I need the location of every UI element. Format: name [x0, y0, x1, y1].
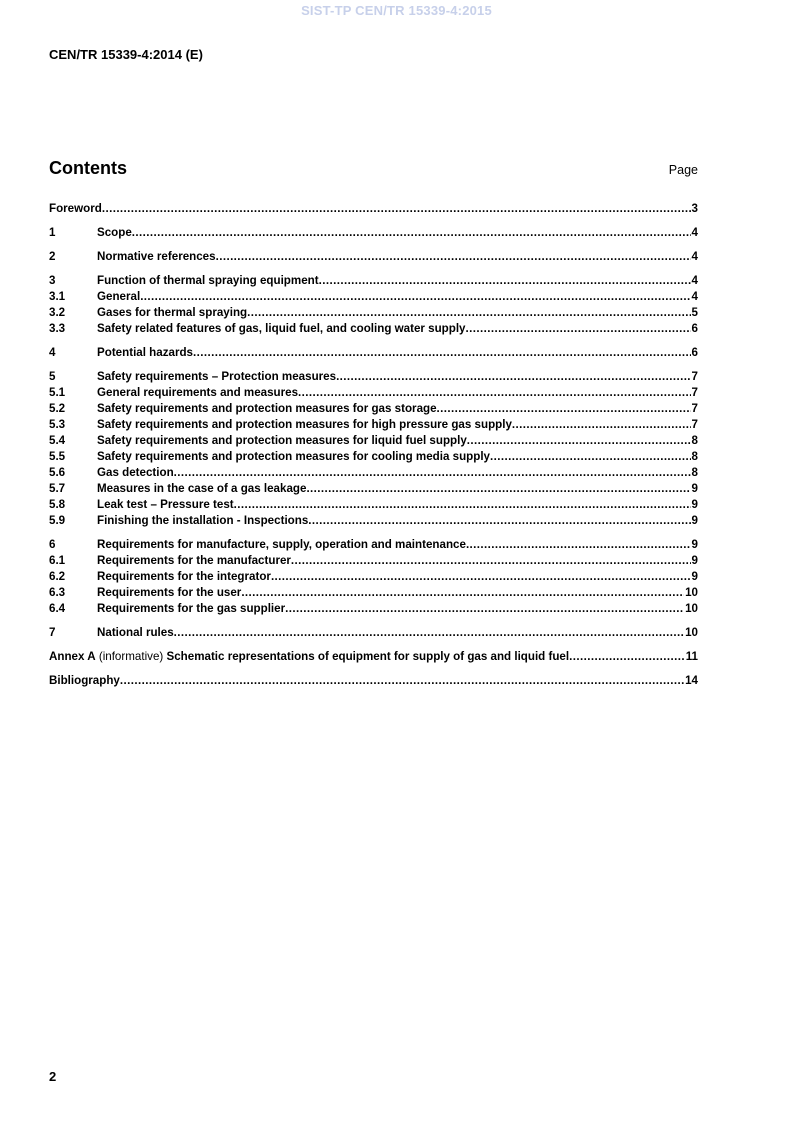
toc-entry-section-5-1[interactable]: [49, 385, 698, 401]
toc-entry-number: 5: [49, 370, 56, 383]
toc-entry-title: Normative references: [97, 250, 216, 263]
toc-entry-page: 6: [691, 346, 698, 359]
toc-entry-title: Requirements for the manufacturer: [97, 554, 291, 567]
toc-entry-page: 4: [691, 274, 698, 287]
toc-entry-page: 14: [685, 674, 698, 687]
toc-entry-page: 4: [691, 250, 698, 263]
toc-entry-title: Measures in the case of a gas leakage: [97, 482, 307, 495]
toc-entry-title: Bibliography: [49, 674, 120, 687]
toc-entry-page: 8: [691, 450, 698, 463]
toc-entry-title: Safety requirements and protection measures for cooling media supply: [97, 450, 490, 463]
dot-leader: [234, 497, 691, 513]
toc-entry-title: National rules: [97, 626, 174, 639]
toc-entry-title: Finishing the installation - Inspections: [97, 514, 309, 527]
dot-leader: [120, 673, 684, 689]
contents-title: Contents: [49, 158, 127, 178]
toc-entry-page: 4: [691, 290, 698, 303]
toc-entry-number: 5.3: [49, 418, 66, 431]
dot-leader: [298, 385, 691, 401]
toc-entry-annex-a[interactable]: [49, 649, 698, 665]
toc-entry-section-6-1[interactable]: [49, 553, 698, 569]
dot-leader: [102, 201, 691, 217]
toc-entry-title: Requirements for the user: [97, 586, 242, 599]
toc-entry-section-5-7[interactable]: [49, 481, 698, 497]
toc-entry-number: 5.1: [49, 386, 66, 399]
toc-entry-page: 11: [685, 650, 698, 663]
dot-leader: [193, 345, 691, 361]
toc-entry-number: 2: [49, 250, 56, 263]
toc-entry-number: 6: [49, 538, 56, 551]
toc-entry-page: 9: [691, 514, 698, 527]
toc-entry-foreword[interactable]: [49, 201, 698, 217]
annex-title: Schematic representations of equipment for supply of gas and liquid fuel: [166, 650, 570, 663]
toc-entry-page: 5: [691, 306, 698, 319]
dot-leader: [291, 553, 691, 569]
toc-entry-section-2[interactable]: [49, 249, 698, 265]
toc-entry-page: 3: [691, 202, 698, 215]
toc-entry-title: Potential hazards: [97, 346, 193, 359]
toc-entry-page: 7: [691, 386, 698, 399]
toc-entry-page: 6: [691, 322, 698, 335]
dot-leader: [490, 449, 691, 465]
toc-entry-number: 5.4: [49, 434, 66, 447]
toc-entry-title: Requirements for manufacture, supply, operation and maintenance: [97, 538, 466, 551]
toc-entry-section-5-3[interactable]: [49, 417, 698, 433]
dot-leader: [308, 513, 690, 529]
toc-entry-section-4[interactable]: [49, 345, 698, 361]
toc-entry-page: 7: [691, 402, 698, 415]
toc-entry-page: 7: [691, 370, 698, 383]
toc-entry-number: 6.2: [49, 570, 66, 583]
toc-entry-number: 1: [49, 226, 56, 239]
dot-leader: [512, 417, 691, 433]
toc-entry-number: 3: [49, 274, 56, 287]
toc-entry-section-3[interactable]: [49, 273, 698, 289]
dot-leader: [466, 321, 691, 337]
toc-entry-section-5-4[interactable]: [49, 433, 698, 449]
toc-entry-number: 3.2: [49, 306, 66, 319]
dot-leader: [140, 289, 690, 305]
dot-leader: [319, 273, 691, 289]
toc-entry-title: Gases for thermal spraying: [97, 306, 248, 319]
toc-entry-number: 5.8: [49, 498, 66, 511]
toc-entry-title: General: [97, 290, 141, 303]
toc-entry-section-6-3[interactable]: [49, 585, 698, 601]
dot-leader: [216, 249, 691, 265]
dot-leader: [241, 585, 684, 601]
toc-entry-number: 5.5: [49, 450, 66, 463]
toc-entry-section-5-9[interactable]: [49, 513, 698, 529]
toc-entry-page: 8: [691, 434, 698, 447]
document-id: CEN/TR 15339-4:2014 (E): [49, 47, 203, 62]
toc-entry-page: 9: [691, 538, 698, 551]
annex-note: (informative): [95, 650, 167, 663]
toc-entry-title: Scope: [97, 226, 132, 239]
table-of-contents: [49, 201, 698, 689]
dot-leader: [174, 625, 684, 641]
toc-entry-number: 6.3: [49, 586, 66, 599]
toc-entry-number: 5.9: [49, 514, 66, 527]
toc-entry-section-3-3[interactable]: [49, 321, 698, 337]
toc-entry-title: Function of thermal spraying equipment: [97, 274, 319, 287]
toc-entry-title: Safety requirements and protection measures for liquid fuel supply: [97, 434, 467, 447]
toc-entry-page: 8: [691, 466, 698, 479]
toc-entry-number: 6.1: [49, 554, 66, 567]
toc-entry-title: General requirements and measures: [97, 386, 299, 399]
dot-leader: [336, 369, 690, 385]
toc-entry-section-3-2[interactable]: [49, 305, 698, 321]
dot-leader: [174, 465, 691, 481]
toc-entry-page: 10: [685, 602, 698, 615]
dot-leader: [437, 401, 691, 417]
toc-entry-title: Leak test – Pressure test: [97, 498, 234, 511]
dot-leader: [466, 537, 691, 553]
toc-entry-number: 5.7: [49, 482, 66, 495]
toc-entry-number: 5.2: [49, 402, 66, 415]
watermark: SIST-TP CEN/TR 15339-4:2015: [301, 3, 492, 18]
toc-entry-section-6-4[interactable]: [49, 601, 698, 617]
toc-entry-page: 7: [691, 418, 698, 431]
toc-entry-section-6-2[interactable]: [49, 569, 698, 585]
toc-entry-page: 10: [685, 626, 698, 639]
toc-entry-title: [49, 649, 569, 665]
toc-entry-number: 3.1: [49, 290, 66, 303]
toc-entry-bibliography[interactable]: [49, 673, 698, 689]
toc-entry-section-6[interactable]: [49, 537, 698, 553]
dot-leader: [271, 569, 691, 585]
toc-entry-title: Safety requirements and protection measures for high pressure gas supply: [97, 418, 512, 431]
toc-entry-section-5-2[interactable]: [49, 401, 698, 417]
toc-entry-page: 4: [691, 226, 698, 239]
toc-entry-page: 10: [685, 586, 698, 599]
page-number: 2: [49, 1069, 57, 1084]
toc-entry-page: 9: [691, 570, 698, 583]
toc-entry-page: 9: [691, 482, 698, 495]
toc-entry-title: Foreword: [49, 202, 102, 215]
dot-leader: [569, 649, 685, 665]
toc-entry-title: Safety requirements – Protection measures: [97, 370, 337, 383]
toc-entry-section-3-1[interactable]: [49, 289, 698, 305]
toc-entry-number: 6.4: [49, 602, 66, 615]
dot-leader: [285, 601, 684, 617]
toc-entry-section-5-5[interactable]: [49, 449, 698, 465]
toc-entry-number: 4: [49, 346, 56, 359]
dot-leader: [247, 305, 690, 321]
toc-entry-page: 9: [691, 498, 698, 511]
annex-prefix: Annex A: [49, 650, 96, 663]
toc-entry-section-1[interactable]: [49, 225, 698, 241]
toc-entry-title: Gas detection: [97, 466, 174, 479]
toc-entry-section-5-6[interactable]: [49, 465, 698, 481]
toc-entry-section-7[interactable]: [49, 625, 698, 641]
toc-entry-title: Requirements for the integrator: [97, 570, 271, 583]
toc-entry-title: Safety related features of gas, liquid fuel, and cooling water supply: [97, 322, 466, 335]
toc-entry-title: Safety requirements and protection measures for gas storage: [97, 402, 437, 415]
page-column-label: Page: [668, 163, 698, 177]
toc-entry-title: Requirements for the gas supplier: [97, 602, 286, 615]
toc-entry-number: 7: [49, 626, 56, 639]
dot-leader: [306, 481, 690, 497]
dot-leader: [467, 433, 691, 449]
toc-entry-page: 9: [691, 554, 698, 567]
toc-entry-number: 3.3: [49, 322, 66, 335]
toc-entry-number: 5.6: [49, 466, 66, 479]
toc-entry-section-5[interactable]: [49, 369, 698, 385]
dot-leader: [132, 225, 691, 241]
toc-entry-section-5-8[interactable]: [49, 497, 698, 513]
